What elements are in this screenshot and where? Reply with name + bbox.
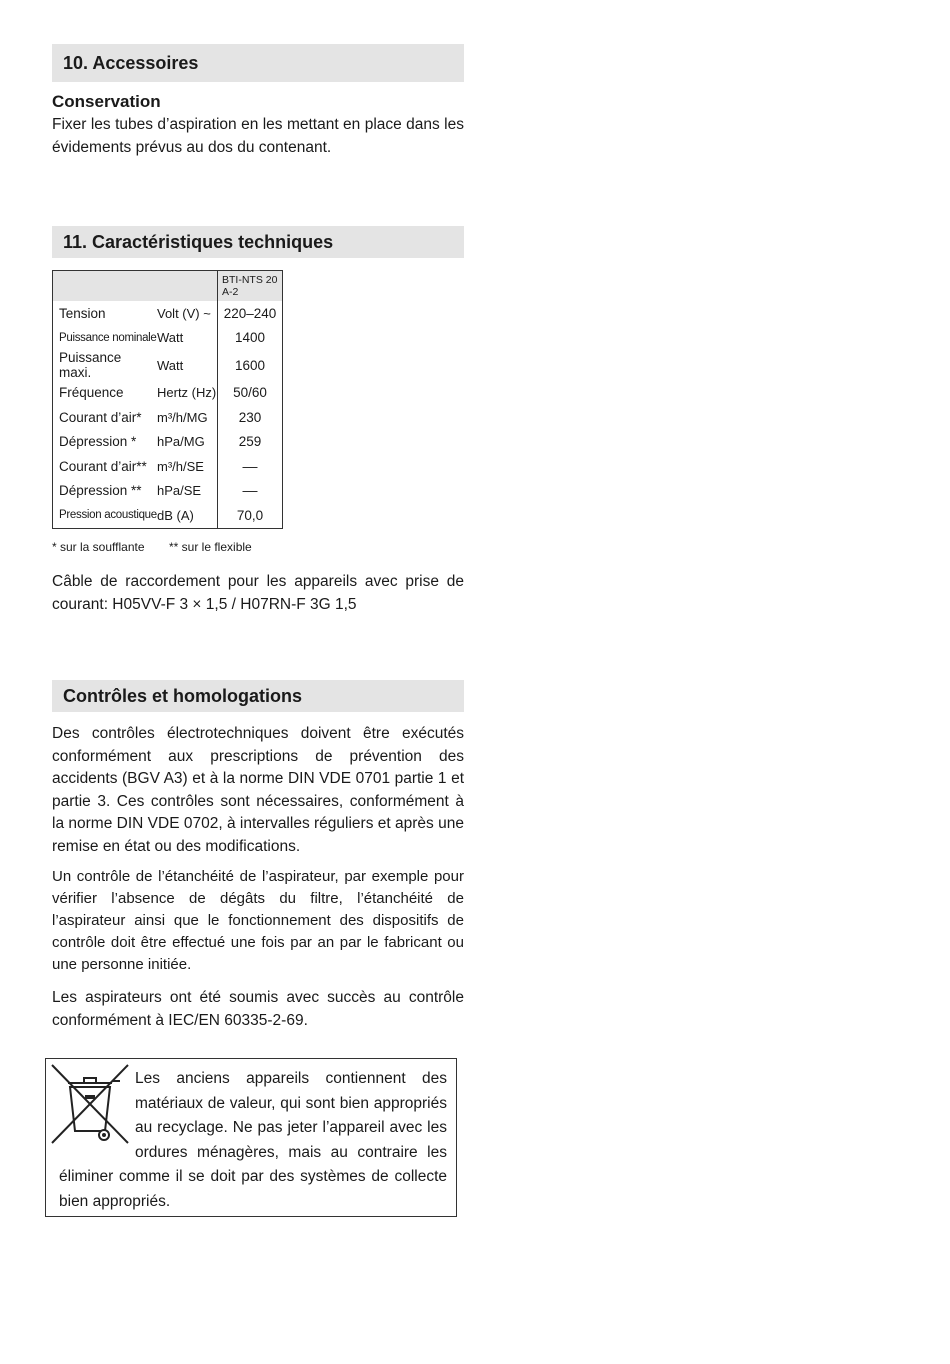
table-row: Puissance maxi. Watt 1600 — [53, 350, 283, 380]
controls-paragraph-2: Un contrôle de l’étanchéité de l’aspirateur, par exemple pour vérifier l’absence de dégâts du filtre, l’étanchéité de l’aspirateur ainsi que le fonctionnement des dispositifs de contrôle doit être effectué une fois par an par le fabricant ou une personne initiée. — [52, 868, 464, 973]
footnote-blower: * sur la soufflante — [52, 540, 145, 554]
conservation-text: Fixer les tubes d’aspiration en les mettant en place dans les évidements prévus au dos du contenant. — [52, 116, 464, 156]
table-row: Courant d’air* m³/h/MG 230 — [53, 405, 283, 430]
controls-paragraph-1: Des contrôles électrotechniques doivent être exécutés conformément aux prescriptions de prévention des accidents (BGV A3) et à la norme DIN VDE 0701 partie 1 et partie 3. Ces contrôles sont nécessaires, conformément à la norme DIN VDE 0702, à intervalles réguliers et après une remise en état ou des modifications. — [52, 725, 464, 855]
table-row: Tension Volt (V) ~ 220–240 — [53, 301, 283, 326]
table-row: Dépression * hPa/MG 259 — [53, 429, 283, 454]
section-heading-accessories: 10. Accessoires — [52, 44, 464, 82]
table-row: Pression acoustique dB (A) 70,0 — [53, 503, 283, 528]
section-heading-technical: 11. Caractéristiques techniques — [52, 226, 464, 258]
disposal-text: Les anciens appareils contiennent des matériaux de valeur, qui sont bien appropriés au recyclage. Ne pas jeter l’appareil avec les ordures ménagères, mais au contraire les éliminer comme il se doit par des systèmes de collecte bien appropriés. — [59, 1070, 447, 1210]
specifications-table — [52, 270, 283, 529]
table-row: Courant d’air** m³/h/SE –– — [53, 454, 283, 479]
controls-paragraph-3: Les aspirateurs ont été soumis avec succès au contrôle conformément à IEC/EN 60335-2-69. — [52, 989, 464, 1029]
table-row: Dépression ** hPa/SE –– — [53, 479, 283, 504]
disposal-notice — [45, 1058, 457, 1217]
subheading-conservation: Conservation — [52, 92, 161, 111]
section-heading-controls: Contrôles et homologations — [52, 680, 464, 712]
table-row: Puissance nominale Watt 1400 — [53, 326, 283, 351]
cable-text: Câble de raccordement pour les appareils avec prise de courant: H05VV-F 3 × 1,5 / H07RN-F 3G 1,5 — [52, 573, 464, 613]
footnote-hose: ** sur le flexible — [169, 540, 252, 554]
table-header-row — [53, 271, 283, 302]
table-row: Fréquence Hertz (Hz) 50/60 — [53, 380, 283, 405]
model-header: BTI-NTS 20 A-2 — [218, 271, 283, 302]
